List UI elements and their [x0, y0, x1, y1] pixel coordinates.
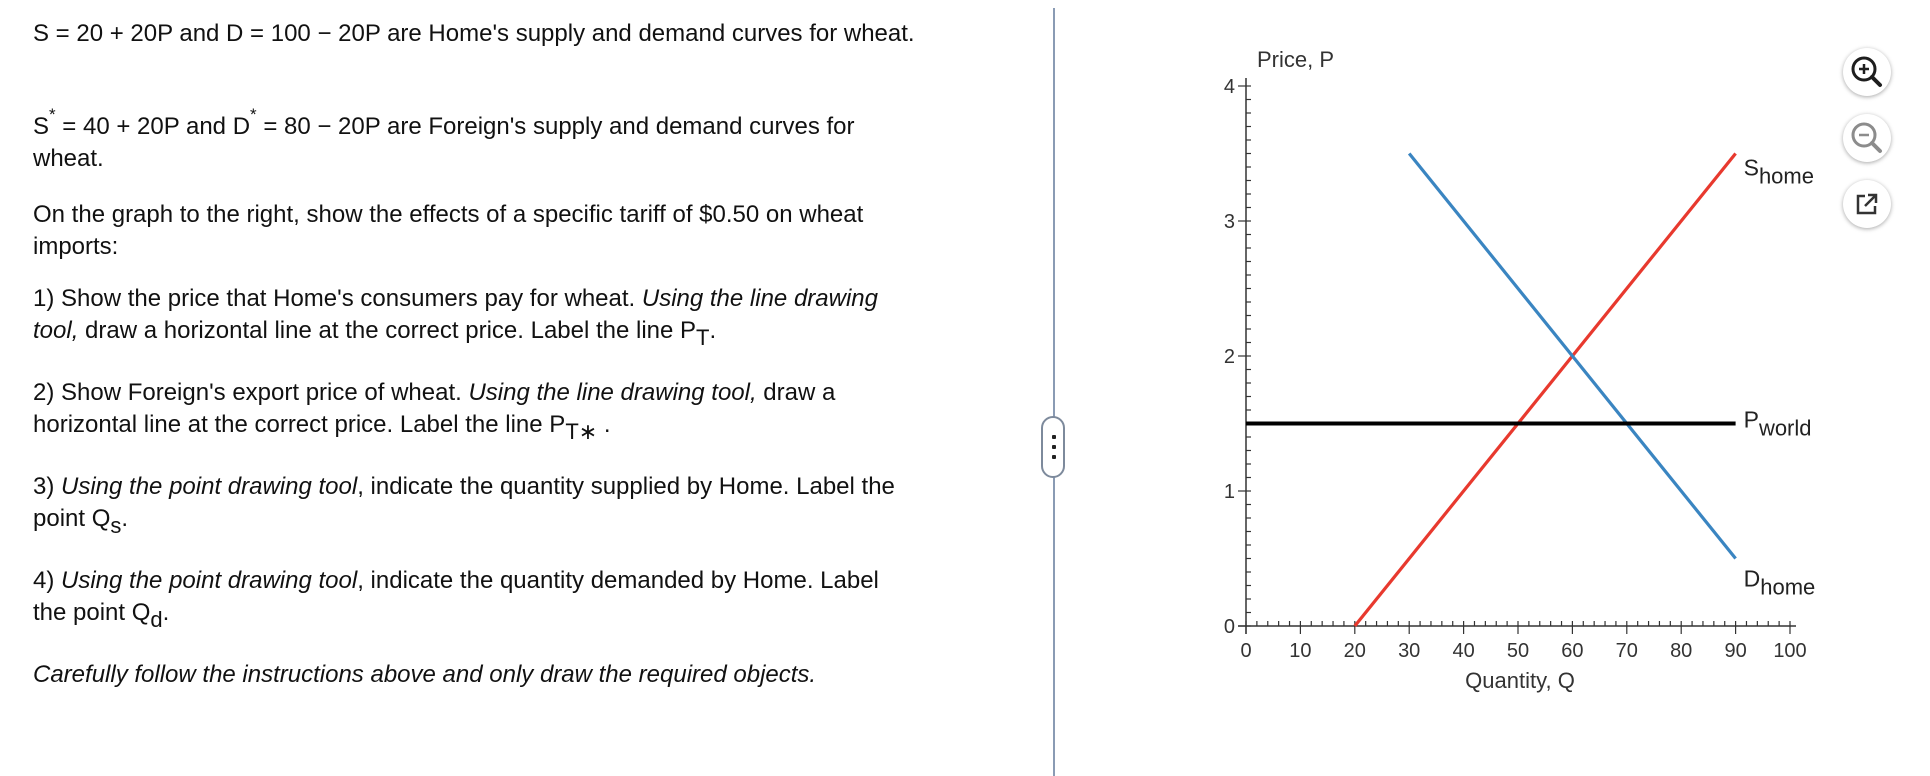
y-tick-label: 0: [1223, 616, 1235, 638]
x-tick-label: 10: [1289, 640, 1312, 662]
x-tick-label: 100: [1773, 640, 1807, 662]
x-tick-label: 80: [1670, 640, 1693, 662]
step-4-text: 4) Using the point drawing tool, indicate the quantity demanded by Home. Label: [33, 567, 879, 594]
series-label-p-world: Pworld: [1743, 406, 1812, 441]
panel-divider: [1053, 8, 1055, 776]
x-tick-label: 90: [1724, 640, 1747, 662]
tariff-text: On the graph to the right, show the effects of a specific tariff of $0.50 on wheat: [33, 201, 864, 228]
handle-dot: [1052, 435, 1056, 439]
home-curves-text: S = 20 + 20P and D = 100 − 20P are Home's supply and demand curves for wheat.: [33, 20, 915, 47]
step-2-text: 2) Show Foreign's export price of wheat. Using the line drawing tool, draw a: [33, 379, 836, 406]
x-axis-label: Quantity, Q: [1465, 668, 1575, 693]
x-tick-label: 60: [1561, 640, 1584, 662]
zoom-in-icon: [1843, 48, 1891, 96]
y-tick-label: 4: [1223, 76, 1235, 98]
axis-ticks: [1238, 78, 1796, 634]
x-tick-label: 40: [1452, 640, 1475, 662]
series-label-s-home: Shome: [1743, 154, 1814, 189]
zoom-out-button[interactable]: [1843, 114, 1891, 162]
step-4-text-cont: the point $Q_d$.: [33, 599, 170, 632]
series-label-d-home: Dhome: [1743, 565, 1816, 600]
x-tick-label: 70: [1615, 640, 1638, 662]
footer-instruction: Carefully follow the instructions above and only draw the required objects.: [33, 661, 817, 688]
supply-demand-chart[interactable]: [1200, 40, 1840, 720]
y-tick-label: 3: [1223, 211, 1235, 233]
x-tick-label: 30: [1398, 640, 1421, 662]
y-axis-label: Price, P: [1257, 47, 1335, 72]
foreign-curves-text-cont: wheat.: [33, 145, 104, 172]
x-tick-label: 50: [1506, 640, 1530, 662]
y-tick-label: 2: [1223, 346, 1235, 368]
series-line-home-s: [1355, 154, 1736, 627]
zoom-out-icon: [1843, 114, 1891, 162]
step-1-text: 1) Show the price that Home's consumers pay for wheat. Using the line drawing: [33, 285, 878, 312]
step-2-text-cont: horizontal line at the correct price. Label the line $P_{T∗}$ .: [33, 411, 611, 444]
y-tick-label: 1: [1223, 481, 1235, 503]
foreign-curves-text: S* = 40 + 20P and D* = 80 − 20P are Foreign's supply and demand curves for: [33, 105, 855, 140]
tariff-text-cont: imports:: [33, 233, 119, 260]
step-3-text: 3) Using the point drawing tool, indicate the quantity supplied by Home. Label the: [33, 473, 895, 500]
step-1-text-cont: tool, draw a horizontal line at the correct price. Label the line $P_T$.: [33, 317, 717, 350]
chart-series: [1246, 154, 1736, 627]
zoom-in-button[interactable]: [1843, 48, 1891, 96]
x-tick-label: 20: [1343, 640, 1366, 662]
popout-button[interactable]: [1843, 180, 1891, 228]
panel-resize-handle[interactable]: [1041, 416, 1065, 478]
x-tick-label: 0: [1240, 640, 1252, 662]
handle-dot: [1052, 445, 1056, 449]
handle-dot: [1052, 455, 1056, 459]
step-3-text-cont: point $Q_s$.: [33, 505, 129, 538]
external-link-icon: [1843, 180, 1891, 228]
